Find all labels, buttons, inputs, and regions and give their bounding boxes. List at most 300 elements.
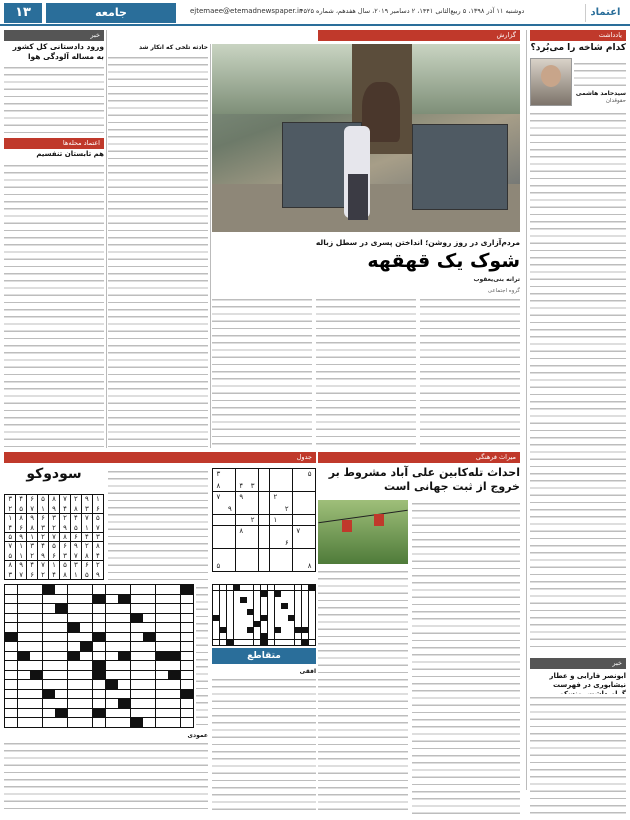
crossword-cell (168, 709, 180, 718)
sudoku-puzzle-cell (247, 503, 258, 514)
crossword-solution-cell (220, 627, 226, 632)
crossword-solution-cell (234, 585, 240, 590)
sudoku-puzzle-cell (270, 560, 281, 571)
newspaper-logo: اعتماد (585, 4, 625, 22)
sudoku-puzzle-cell (213, 537, 224, 548)
crossword-cell (118, 671, 130, 680)
sudoku-solution-cell: ۷ (5, 542, 15, 551)
sudoku-solution-cell: ۴ (93, 551, 103, 560)
date-line: دوشنبه ۱۱ آذر ۱۳۹۸، ۵ ربیع‌الثانی ۱۴۴۱، ۲ دسامبر ۲۰۱۹، سال هفدهم، شماره ۴۵۲۵ (300, 7, 525, 15)
sudoku-puzzle-cell (281, 560, 292, 571)
sudoku-puzzle-cell (281, 469, 292, 480)
sudoku-puzzle-cell (213, 503, 224, 514)
crossword-solution-cell (261, 591, 267, 596)
crossword-cell (131, 614, 143, 623)
crossword-solution-cell (268, 640, 274, 645)
crossword-cell (68, 604, 80, 613)
sudoku-solution-cell: ۸ (27, 523, 37, 532)
crossword-cell (68, 661, 80, 670)
crossword-cell (168, 595, 180, 604)
sudoku-puzzle-cell (247, 537, 258, 548)
table-tag: جدول (4, 452, 316, 463)
crossword-cell (156, 661, 168, 670)
culture-tag: میراث فرهنگی (318, 452, 520, 463)
sudoku-puzzle-cell (270, 526, 281, 537)
crossword-down-label: عمودی (187, 732, 208, 739)
person-legs (348, 174, 368, 220)
crossword-solution-cell (302, 585, 308, 590)
crossword-solution-cell (234, 627, 240, 632)
crossword-solution-cell (302, 591, 308, 596)
sudoku-puzzle-cell (213, 526, 224, 537)
section-email: ejtemaee@etemadnewspaper.ir (190, 7, 302, 15)
crossword-solution-cell (240, 615, 246, 620)
crossword-cell (68, 690, 80, 699)
crossword-cell (30, 585, 42, 594)
crossword-cell (68, 595, 80, 604)
sudoku-solution-cell: ۹ (49, 504, 59, 513)
sudoku-puzzle-cell (224, 480, 235, 491)
crossword-cell (43, 690, 55, 699)
sudoku-solution-cell: ۴ (27, 561, 37, 570)
sudoku-solution-cell: ۲ (93, 561, 103, 570)
crossword-solution-cell (288, 591, 294, 596)
crossword-solution-cell (240, 585, 246, 590)
sudoku-solution-cell: ۹ (27, 514, 37, 523)
crossword-cell (181, 661, 193, 670)
crossword-solution-cell (213, 633, 219, 638)
crossword-cell (93, 699, 105, 708)
crossword-solution-cell (247, 603, 253, 608)
crossword-cell (68, 680, 80, 689)
crossword-cell (80, 671, 92, 680)
crossword-cell (18, 690, 30, 699)
note-title: کدام شاخه را می‌بُرد؟ (530, 43, 626, 53)
crossword-cell (30, 661, 42, 670)
crossword-solution-cell (234, 621, 240, 626)
crossword-cell (131, 690, 143, 699)
crossword-cell (93, 585, 105, 594)
crossword-solution-cell (295, 615, 301, 620)
crossword-cell (181, 680, 193, 689)
sudoku-puzzle-cell: ۲ (247, 515, 258, 526)
crossword-cell (181, 718, 193, 727)
crossword-cell (93, 595, 105, 604)
crossword-solution-cell (281, 633, 287, 638)
report-tag: گزارش (318, 30, 520, 41)
crossword-solution-cell (275, 597, 281, 602)
crossword-cell (168, 671, 180, 680)
sudoku-solution-cell: ۷ (71, 551, 81, 560)
crossword-cell (5, 614, 17, 623)
crossword-solution-cell (254, 585, 260, 590)
crossword-cell (18, 680, 30, 689)
sudoku-puzzle-cell (304, 515, 315, 526)
crossword-cell (43, 614, 55, 623)
crossword-cell (106, 718, 118, 727)
crossword-solution-cell (213, 615, 219, 620)
crossword-cell (168, 699, 180, 708)
sudoku-puzzle-cell (270, 503, 281, 514)
crossword-cell (43, 671, 55, 680)
crossword-cell (118, 680, 130, 689)
crossword-cell (156, 671, 168, 680)
crossword-cell (168, 718, 180, 727)
crossword-solution-cell (247, 640, 253, 645)
crossword-across-clues (212, 676, 316, 814)
sudoku-solution-cell: ۶ (38, 514, 48, 523)
crossword-cell (55, 642, 67, 651)
crossword-solution-cell (247, 597, 253, 602)
crossword-solution-cell (213, 591, 219, 596)
crossword-cell (131, 661, 143, 670)
crossword-cell (118, 585, 130, 594)
sudoku-solution-cell: ۸ (16, 514, 26, 523)
crossword-cell (106, 623, 118, 632)
sudoku-puzzle-cell (259, 480, 270, 491)
crossword-solution-cell (213, 603, 219, 608)
crossword-solution-cell (288, 615, 294, 620)
sudoku-solution-cell: ۴ (16, 495, 26, 504)
crossword-cell (55, 585, 67, 594)
crossword-cell (30, 623, 42, 632)
crossword-solution-cell (268, 633, 274, 638)
sudoku-solution-cell: ۳ (5, 495, 15, 504)
sudoku-solution-cell: ۱ (16, 551, 26, 560)
crossword-solution-cell (275, 585, 281, 590)
story-byline: ترانه بنی‌یعقوب (473, 276, 520, 283)
crossword-solution-cell (227, 633, 233, 638)
crossword-cell (106, 671, 118, 680)
sudoku-solution-cell: ۵ (5, 551, 15, 560)
crossword-solution-cell (247, 609, 253, 614)
crossword-cell (55, 595, 67, 604)
crossword-cell (93, 614, 105, 623)
sudoku-solution-cell: ۵ (60, 561, 70, 570)
crossword-solution-cell (295, 597, 301, 602)
crossword-cell (93, 623, 105, 632)
crossword-cell (18, 604, 30, 613)
sudoku-puzzle-cell (236, 515, 247, 526)
crossword-cell (118, 633, 130, 642)
crossword-solution-cell (247, 621, 253, 626)
crossword-solution-cell (227, 609, 233, 614)
crossword-solution-cell (220, 633, 226, 638)
sudoku-puzzle-cell: ۸ (236, 526, 247, 537)
crossword-down-clues (4, 740, 208, 814)
sudoku-puzzle-cell: ۶ (281, 537, 292, 548)
sudoku-puzzle-cell (247, 526, 258, 537)
crossword-cell (118, 614, 130, 623)
crossword-solution-cell (213, 621, 219, 626)
crossword-cell (43, 652, 55, 661)
crossword-solution-cell (234, 591, 240, 596)
sudoku-puzzle-cell (224, 492, 235, 503)
sudoku-puzzle-cell: ۵ (213, 560, 224, 571)
crossword-solution-cell (288, 621, 294, 626)
crossword-solution-cell (275, 609, 281, 614)
crossword-cell (80, 709, 92, 718)
crossword-solution-cell (268, 591, 274, 596)
sudoku-solution-cell: ۱ (5, 514, 15, 523)
crossword-solution-cell (288, 603, 294, 608)
crossword-solution-cell (227, 603, 233, 608)
crossword-cell (43, 585, 55, 594)
crossword-cell (131, 680, 143, 689)
sudoku-puzzle-cell (304, 549, 315, 560)
crossword-solution-cell (227, 591, 233, 596)
sudoku-puzzle-cell: ۸ (304, 560, 315, 571)
sudoku-puzzle-cell (293, 503, 304, 514)
sudoku-puzzle-cell: ۷ (293, 526, 304, 537)
sudoku-puzzle-cell (224, 526, 235, 537)
crossword-cell (80, 614, 92, 623)
sudoku-solution-cell: ۶ (49, 551, 59, 560)
crossword-cell (30, 680, 42, 689)
crossword-solution-cell (309, 585, 315, 590)
crossword-solution-cell (268, 615, 274, 620)
crossword-solution-cell (268, 603, 274, 608)
crossword-solution-cell (261, 609, 267, 614)
crossword-grid (4, 584, 194, 728)
crossword-cell (181, 604, 193, 613)
crossword-solution-cell (213, 640, 219, 645)
crossword-cell (131, 633, 143, 642)
crossword-solution-cell (275, 640, 281, 645)
sudoku-solution-cell: ۴ (38, 542, 48, 551)
crossword-solution-cell (234, 633, 240, 638)
crossword-solution-cell (227, 615, 233, 620)
sudoku-puzzle-cell (259, 549, 270, 560)
side-story-body (108, 54, 208, 448)
crossword-cell (131, 709, 143, 718)
crossword-cell (5, 680, 17, 689)
crossword-cell (131, 671, 143, 680)
sudoku-puzzle-cell: ۷ (213, 492, 224, 503)
crossword-cell (156, 614, 168, 623)
crossword-cell (143, 623, 155, 632)
sudoku-puzzle-cell (259, 526, 270, 537)
sudoku-solution-cell: ۶ (93, 504, 103, 513)
crossword-cell (168, 633, 180, 642)
crossword-cell (80, 642, 92, 651)
sudoku-solution-cell: ۳ (38, 523, 48, 532)
sudoku-solution-cell: ۲ (82, 542, 92, 551)
sudoku-puzzle-cell (224, 469, 235, 480)
crossword-cell (80, 661, 92, 670)
crossword-solution-cell (281, 621, 287, 626)
crossword-cell (5, 633, 17, 642)
crossword-cell (131, 652, 143, 661)
sudoku-puzzle-cell (213, 549, 224, 560)
crossword-solution-cell (302, 609, 308, 614)
crossword-solution-cell (288, 633, 294, 638)
crossword-cell (18, 652, 30, 661)
crossword-solution-cell (213, 597, 219, 602)
crossword-solution-cell (275, 621, 281, 626)
crossword-cell (18, 718, 30, 727)
crossword-cell (168, 642, 180, 651)
crossword-cell (55, 718, 67, 727)
author-photo (530, 58, 572, 106)
crossword-solution-cell (268, 621, 274, 626)
crossword-cell (156, 709, 168, 718)
crossword-cell (55, 699, 67, 708)
crossword-cell (93, 661, 105, 670)
crossword-cell (118, 690, 130, 699)
crossword-cell (68, 671, 80, 680)
crossword-cell (131, 623, 143, 632)
crossword-solution-cell (295, 640, 301, 645)
sudoku-puzzle-cell (293, 537, 304, 548)
crossword-solution-cell (309, 633, 315, 638)
crossword-cell (156, 595, 168, 604)
sudoku-puzzle-cell (259, 515, 270, 526)
crossword-cell (106, 633, 118, 642)
crossword-cell (80, 652, 92, 661)
sudoku-puzzle-cell (281, 515, 292, 526)
crossword-solution-cell (268, 585, 274, 590)
sudoku-puzzle-cell (259, 537, 270, 548)
crossword-cell (106, 614, 118, 623)
crossword-cell (43, 642, 55, 651)
sudoku-puzzle-cell: ۵ (304, 469, 315, 480)
crossword-solution-cell (309, 640, 315, 645)
sudoku-solution-cell: ۷ (27, 504, 37, 513)
crossword-cell (5, 709, 17, 718)
crossword-cell (68, 718, 80, 727)
crossword-cell (131, 718, 143, 727)
crossword-cell (30, 690, 42, 699)
sudoku-puzzle-cell: ۹ (236, 492, 247, 503)
crossword-solution-cell (309, 609, 315, 614)
crossword-solution-cell (254, 603, 260, 608)
crossword-cell (30, 633, 42, 642)
crossword-solution-cell (302, 627, 308, 632)
crossword-solution-cell (275, 603, 281, 608)
crossword-cell (106, 595, 118, 604)
crossword-solution-cell (281, 640, 287, 645)
sudoku-puzzle-cell: ۱ (270, 515, 281, 526)
crossword-cell (156, 604, 168, 613)
crossword-cell (168, 614, 180, 623)
crossword-cell (80, 718, 92, 727)
crossword-solution-cell (302, 597, 308, 602)
crossword-solution-cell (268, 597, 274, 602)
cabin-icon (374, 514, 384, 526)
sudoku-puzzle-cell: ۹ (224, 503, 235, 514)
sudoku-solution-cell: ۱ (49, 561, 59, 570)
sudoku-solution-cell: ۳ (93, 533, 103, 542)
crossword-solution-cell (268, 627, 274, 632)
crossword-solution-cell (227, 621, 233, 626)
left-section-tag: اعتماد محله‌ها (4, 138, 104, 149)
crossword-solution-cell (275, 627, 281, 632)
crossword-cell (18, 623, 30, 632)
crossword-cell (143, 690, 155, 699)
crossword-solution-cell (240, 640, 246, 645)
crossword-cell (5, 690, 17, 699)
main-photo (212, 44, 520, 232)
crossword-solution-cell (309, 627, 315, 632)
crossword-cell (80, 680, 92, 689)
crossword-cell (131, 642, 143, 651)
crossword-cell (156, 680, 168, 689)
crossword-cell (80, 633, 92, 642)
crossword-cell (30, 595, 42, 604)
crossword-solution-cell (254, 621, 260, 626)
crossword-cell (143, 680, 155, 689)
crossword-solution-cell (227, 640, 233, 645)
crossword-cell (5, 671, 17, 680)
crossword-solution-cell (220, 640, 226, 645)
crossword-cell (181, 671, 193, 680)
crossword-cell (106, 661, 118, 670)
sudoku-puzzle-cell (224, 560, 235, 571)
crossword-cell (93, 680, 105, 689)
crossword-cell (55, 614, 67, 623)
sudoku-puzzle-cell (259, 560, 270, 571)
sudoku-solution-cell: ۲ (60, 514, 70, 523)
sudoku-solution-grid (4, 494, 104, 580)
crossword-cell (93, 604, 105, 613)
crossword-solution-cell (295, 609, 301, 614)
side-story-subhead: حادثه تلخی که انکار شد (139, 44, 208, 51)
crossword-cell (143, 709, 155, 718)
sudoku-solution-cell: ۵ (82, 570, 92, 579)
sudoku-solution-cell: ۲ (38, 533, 48, 542)
crossword-solution-cell (309, 591, 315, 596)
sudoku-solution-cell: ۶ (82, 561, 92, 570)
crossword-solution-cell (254, 615, 260, 620)
crossword-cell (181, 690, 193, 699)
crossword-cell (156, 690, 168, 699)
note-body (530, 110, 626, 652)
crossword-cell (55, 709, 67, 718)
crossword-solution-cell (295, 585, 301, 590)
crossword-cell (106, 585, 118, 594)
sudoku-puzzle-cell (236, 503, 247, 514)
crossword-cell (30, 709, 42, 718)
crossword-cell (5, 585, 17, 594)
crossword-cell (118, 604, 130, 613)
sudoku-puzzle-cell (224, 549, 235, 560)
crossword-cell (30, 604, 42, 613)
story-column-3 (212, 296, 312, 448)
crossword-solution-cell (302, 640, 308, 645)
crossword-solution-cell (220, 591, 226, 596)
sudoku-puzzle-cell (304, 526, 315, 537)
crossword-cell (131, 604, 143, 613)
crossword-cell (168, 604, 180, 613)
crossword-cell (143, 633, 155, 642)
crossword-cell (43, 709, 55, 718)
left-news-tag: خبر (4, 30, 104, 41)
sudoku-solution-cell: ۸ (71, 504, 81, 513)
sudoku-puzzle-cell (236, 549, 247, 560)
crossword-cell (5, 718, 17, 727)
crossword-cell (106, 642, 118, 651)
crossword-cell (55, 604, 67, 613)
crossword-solution-cell (240, 591, 246, 596)
sudoku-solution-cell: ۶ (27, 570, 37, 579)
crossword-cell (18, 585, 30, 594)
crossword-solution-cell (288, 640, 294, 645)
crossword-cell (181, 614, 193, 623)
sudoku-solution-cell: ۱ (38, 504, 48, 513)
sudoku-puzzle-cell (304, 503, 315, 514)
cable-car-photo (318, 500, 408, 564)
